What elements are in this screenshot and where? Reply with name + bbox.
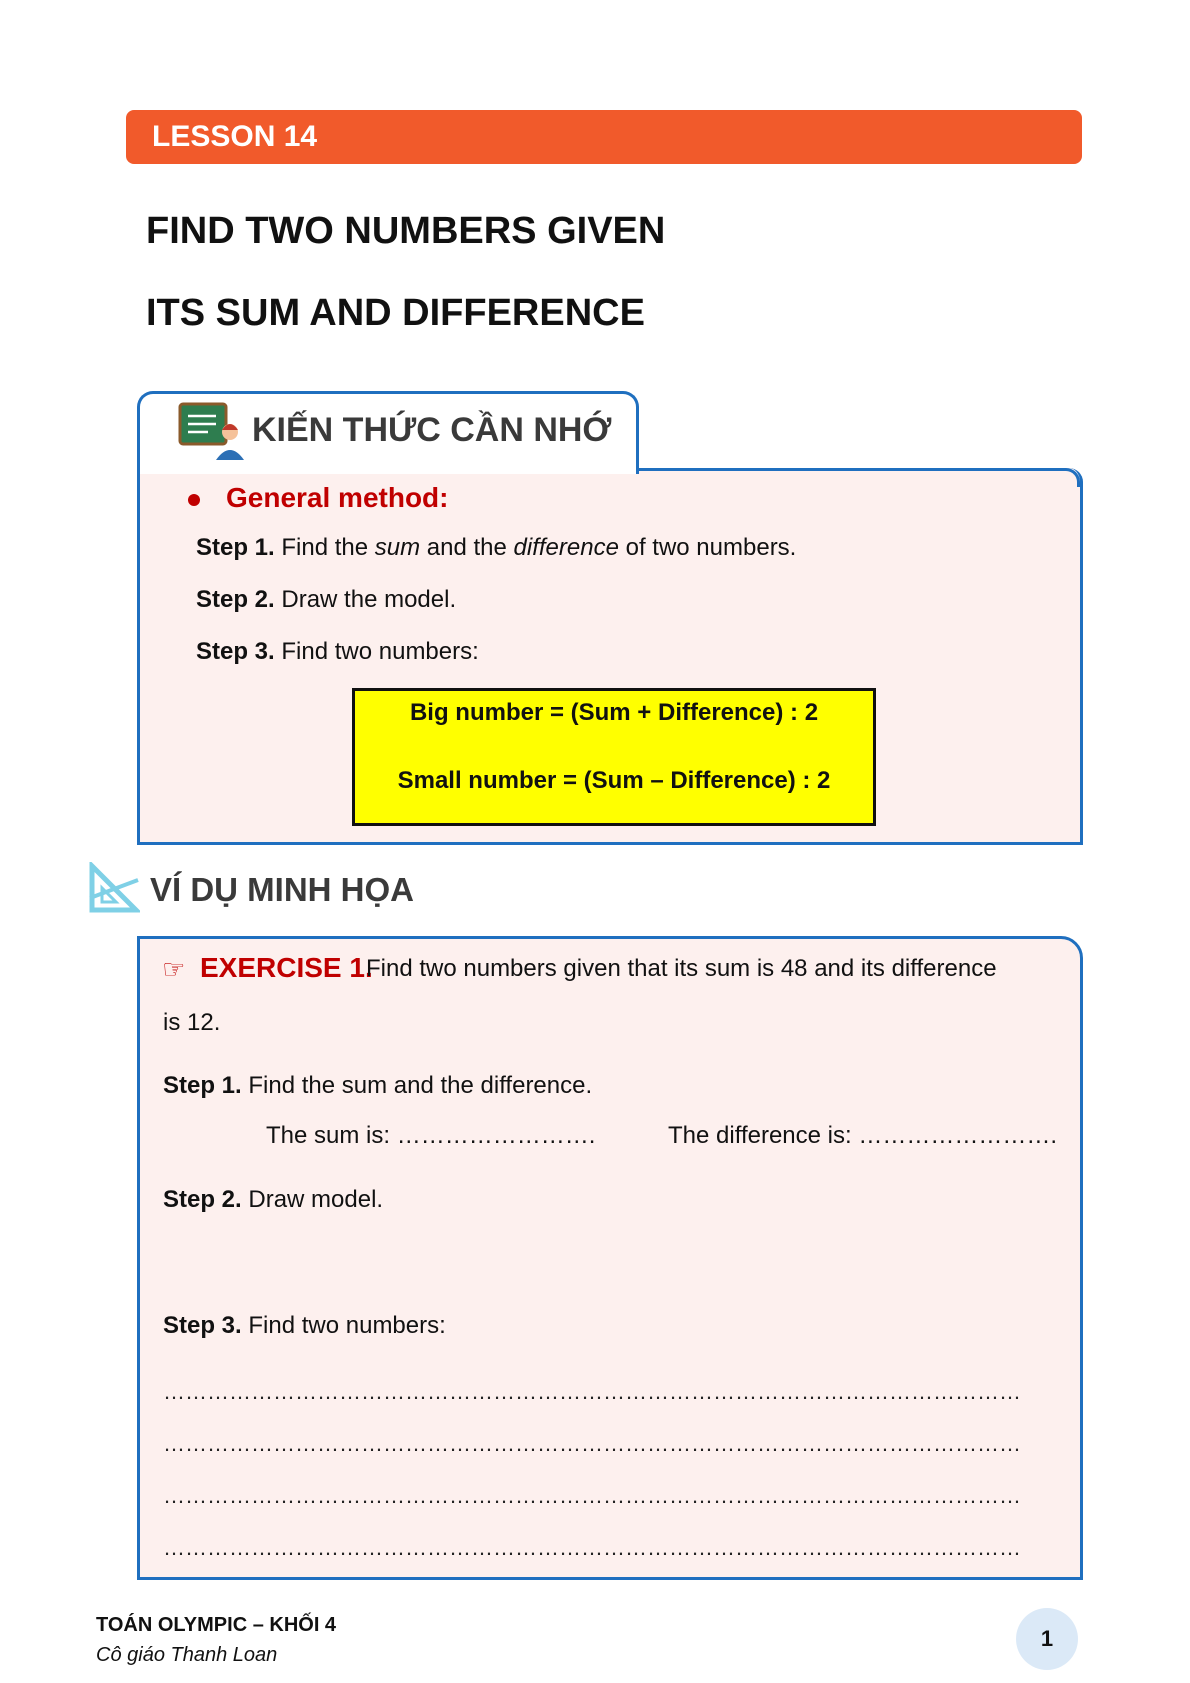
step-text: Draw the model. <box>281 586 457 613</box>
sum-answer-field[interactable]: The sum is: ……………………. <box>266 1122 596 1149</box>
step-text: Draw model. <box>248 1186 384 1213</box>
page-title-line-1: FIND TWO NUMBERS GIVEN <box>146 210 666 252</box>
answer-line-4[interactable]: ……………………………………………………………………………………………………… <box>163 1535 1021 1560</box>
pointing-hand-icon: ☞ <box>162 954 186 984</box>
answer-line-2[interactable]: ……………………………………………………………………………………………………… <box>163 1431 1021 1456</box>
step-text: and the <box>420 534 514 561</box>
footer-teacher: Cô giáo Thanh Loan <box>96 1644 278 1666</box>
step-text: Find two numbers: <box>248 1312 446 1339</box>
step-label: Step 3. <box>196 638 275 665</box>
exercise-label: EXERCISE 1. <box>200 952 373 983</box>
step-text-emphasis: sum <box>374 534 421 561</box>
step-label: Step 2. <box>163 1186 242 1213</box>
exercise-text-continued: is 12. <box>163 1009 221 1036</box>
exercise-step-3 <box>163 1310 446 1342</box>
exercise-step-1 <box>163 1070 592 1102</box>
method-step-2 <box>196 584 456 616</box>
step-label: Step 2. <box>196 586 275 613</box>
step-text: of two numbers. <box>618 534 797 561</box>
step-label: Step 1. <box>163 1072 242 1099</box>
set-square-icon <box>88 862 140 914</box>
footer-title: TOÁN OLYMPIC – KHỐI 4 <box>96 1614 337 1636</box>
exercise-step-2 <box>163 1184 383 1216</box>
method-step-1 <box>196 532 796 564</box>
step-label: Step 1. <box>196 534 275 561</box>
step-text: Find the <box>281 534 375 561</box>
answer-line-1[interactable]: ……………………………………………………………………………………………………… <box>163 1379 1021 1404</box>
difference-answer-field[interactable]: The difference is: ……………………. <box>668 1122 1057 1149</box>
knowledge-heading: KIẾN THỨC CẦN NHỚ <box>252 411 612 449</box>
example-heading: VÍ DỤ MINH HỌA <box>150 871 414 908</box>
page-title-line-2: ITS SUM AND DIFFERENCE <box>146 292 645 334</box>
teacher-board-icon <box>178 402 248 462</box>
formula-small-number: Small number = (Sum – Difference) : 2 <box>397 767 831 794</box>
exercise-text: Find two numbers given that its sum is 48 and its difference <box>366 955 997 982</box>
knowledge-box-top-border <box>633 468 1080 487</box>
page-number: 1 <box>1016 1608 1078 1670</box>
step-text-emphasis: difference <box>513 534 619 561</box>
general-method-label: General method: <box>226 482 449 513</box>
step-label: Step 3. <box>163 1312 242 1339</box>
step-text: Find the sum and the difference. <box>248 1072 593 1099</box>
bullet-icon <box>188 494 200 506</box>
step-text: Find two numbers: <box>281 638 479 665</box>
formula-big-number: Big number = (Sum + Difference) : 2 <box>409 699 819 726</box>
answer-line-3[interactable]: ……………………………………………………………………………………………………… <box>163 1483 1021 1508</box>
lesson-label: LESSON 14 <box>152 120 318 153</box>
method-step-3 <box>196 636 479 668</box>
